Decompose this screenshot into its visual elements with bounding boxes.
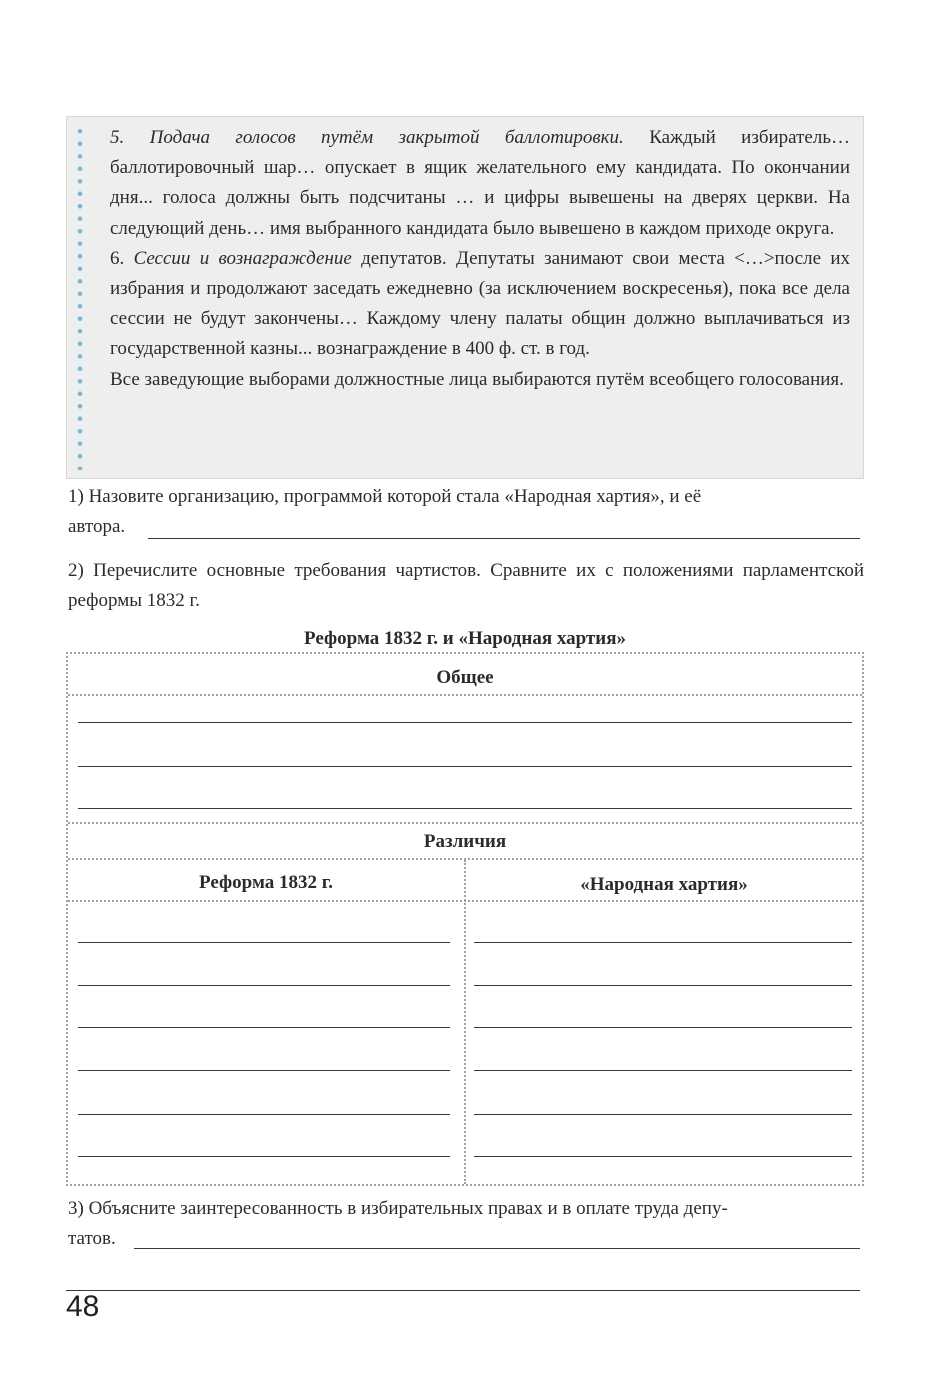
item6-number: 6.	[110, 247, 134, 269]
left-column-header: Реформа 1832 г.	[199, 872, 333, 893]
answer-line-common[interactable]	[78, 766, 852, 767]
source-closing: Все заведующие выборами должностные лица выбираются путём всеобщего голосования.	[110, 368, 844, 390]
question-3-tail: татов.	[68, 1228, 116, 1249]
answer-line-left[interactable]	[78, 1114, 450, 1115]
answer-line-right[interactable]	[474, 1070, 852, 1071]
answer-line-right[interactable]	[474, 1027, 852, 1028]
answer-line-q3[interactable]	[134, 1248, 860, 1249]
answer-line-q1[interactable]	[148, 538, 860, 539]
right-column-header: «Народная хартия»	[580, 874, 748, 895]
item5-body: Каждый избиратель… баллотировочный шар… опускает в ящик желательного ему кандидата. По окончании дня... голоса должны быть подсчитаны … и цифры вывешены на дверях церкви. На следующий день… имя выбранного кандидата было вывешено в каждом приходе округа.	[110, 127, 851, 239]
item6-body: депутатов. Депутаты занимают свои места <…>после их избрания и продолжают заседать ежедневно (за исключением воскресенья), пока все дела сессии не будут закончены… Каждому члену палаты общин должно выплачиваться из государственной казны... вознаграждение в 400 ф. ст. в год.	[110, 247, 850, 360]
answer-line-q3[interactable]	[66, 1290, 860, 1291]
dotted-margin-decoration	[75, 125, 85, 470]
item6-heading: Сессии и вознаграждение	[133, 247, 352, 269]
answer-line-right[interactable]	[474, 1114, 852, 1115]
answer-line-left[interactable]	[78, 1070, 450, 1071]
column-divider	[464, 860, 466, 1184]
answer-line-right[interactable]	[474, 985, 852, 986]
answer-line-right[interactable]	[474, 942, 852, 943]
differences-header: Различия	[423, 831, 507, 852]
source-excerpt-text	[110, 123, 850, 395]
answer-line-common[interactable]	[78, 808, 852, 809]
answer-line-common[interactable]	[78, 722, 852, 723]
question-1-tail: автора.	[68, 516, 126, 537]
source-item-5	[110, 123, 850, 244]
page-number: 48	[66, 1290, 100, 1323]
question-2: 2) Перечислите основные требования чартистов. Сравните их с положениями парламентской реформы 1832 г.	[68, 560, 864, 611]
answer-line-left[interactable]	[78, 942, 450, 943]
answer-line-left[interactable]	[78, 1027, 450, 1028]
answer-line-left[interactable]	[78, 985, 450, 986]
table-title: Реформа 1832 г. и «Народная хартия»	[304, 628, 626, 649]
divider	[68, 694, 862, 696]
answer-line-left[interactable]	[78, 1156, 450, 1157]
source-item-6	[110, 244, 850, 365]
item5-heading: 5. Подача голосов путём закрытой баллотировки.	[110, 127, 624, 148]
common-header: Общее	[436, 667, 494, 688]
question-1: 1) Назовите организацию, программой которой стала «Народная хартия», и её	[68, 486, 702, 507]
question-3: 3) Объясните заинтересованность в избирательных правах и в оплате труда депу-	[68, 1198, 728, 1219]
divider	[68, 822, 862, 824]
source-excerpt-box	[66, 116, 864, 479]
answer-line-right[interactable]	[474, 1156, 852, 1157]
divider	[68, 900, 862, 902]
